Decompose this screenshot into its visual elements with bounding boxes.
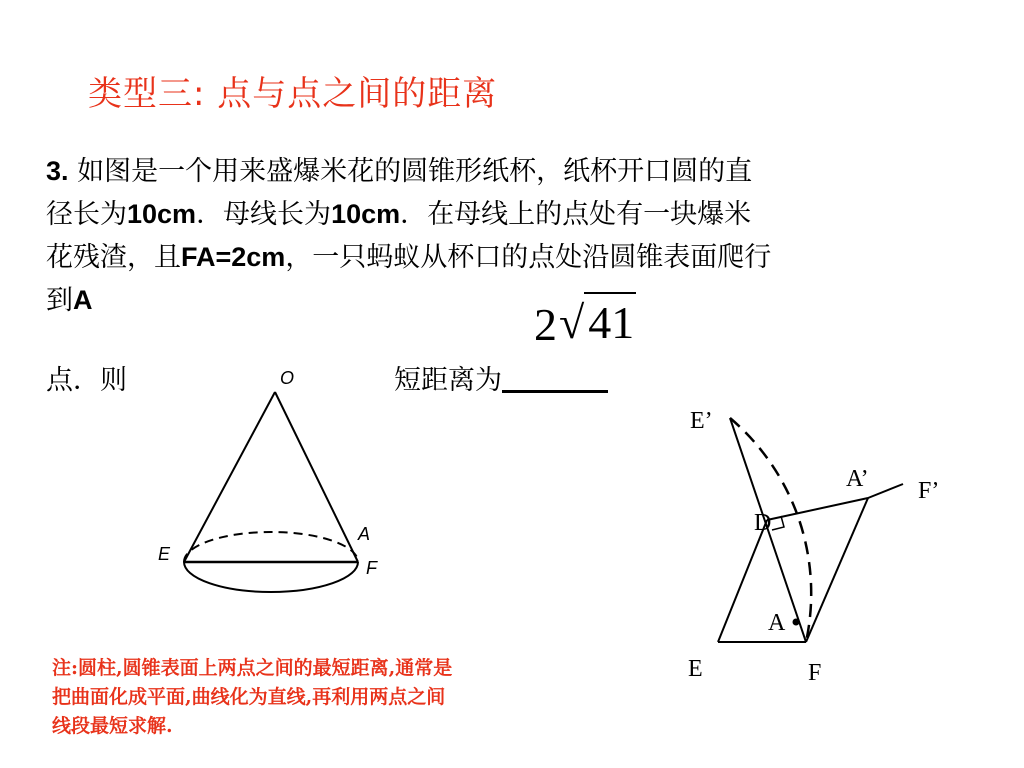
cone-base-front: [184, 562, 358, 592]
cone-label-apex: O: [280, 368, 295, 388]
net-label-e: E: [688, 656, 703, 682]
net-label-e-prime: E’: [690, 408, 713, 434]
net-edge-a-prime-f: [806, 498, 868, 642]
note-line-1: 注:圆柱,圆锥表面上两点之间的最短距离,通常是: [52, 657, 453, 679]
problem-line-5-left: 点．则: [46, 365, 127, 396]
net-label-d: D: [754, 510, 772, 536]
net-edge-a-prime-f-prime: [868, 484, 903, 498]
problem-line-4: 到A: [46, 285, 93, 316]
problem-line-3: 花残渣，且FA=2cm，一只蚂蚁从杯口的点处沿圆锥表面爬行: [46, 242, 772, 273]
net-label-a: A: [768, 610, 786, 636]
problem-line-2: 径长为10cm．母线长为10cm．在母线上的点处有一块爆米: [46, 199, 752, 230]
cone-figure: [158, 368, 378, 592]
cone-label-a: A: [358, 524, 371, 544]
point-a-dot: [793, 619, 800, 626]
sqrt-sign: √: [559, 297, 585, 348]
net-edge-e-d: [718, 520, 767, 642]
problem-line-1: 3. 如图是一个用来盛爆米花的圆锥形纸杯，纸杯开口圆的直: [46, 156, 753, 187]
cone-side-left: [184, 392, 275, 562]
problem-number: 3.: [46, 156, 69, 186]
net-label-a-prime: A’: [846, 466, 869, 492]
problem-line-5-right: 短距离为: [394, 358, 608, 397]
cone-base-back: [184, 532, 358, 562]
note-text: [52, 654, 612, 741]
slide-title: 类型三: 点与点之间的距离: [88, 74, 498, 114]
net-edge-d-a-prime: [767, 498, 868, 520]
net-figure: [688, 408, 939, 686]
answer-radicand: 41: [584, 292, 636, 349]
note-line-2: 把曲面化成平面,曲线化为直线,再利用两点之间: [52, 686, 446, 708]
cone-label-f: F: [366, 558, 377, 578]
net-label-f: F: [808, 660, 822, 686]
note-line-3: 线段最短求解.: [52, 715, 173, 737]
answer-coefficient: 2: [534, 299, 557, 350]
cone-label-e: E: [158, 544, 171, 564]
net-label-f-prime: F’: [918, 478, 940, 504]
